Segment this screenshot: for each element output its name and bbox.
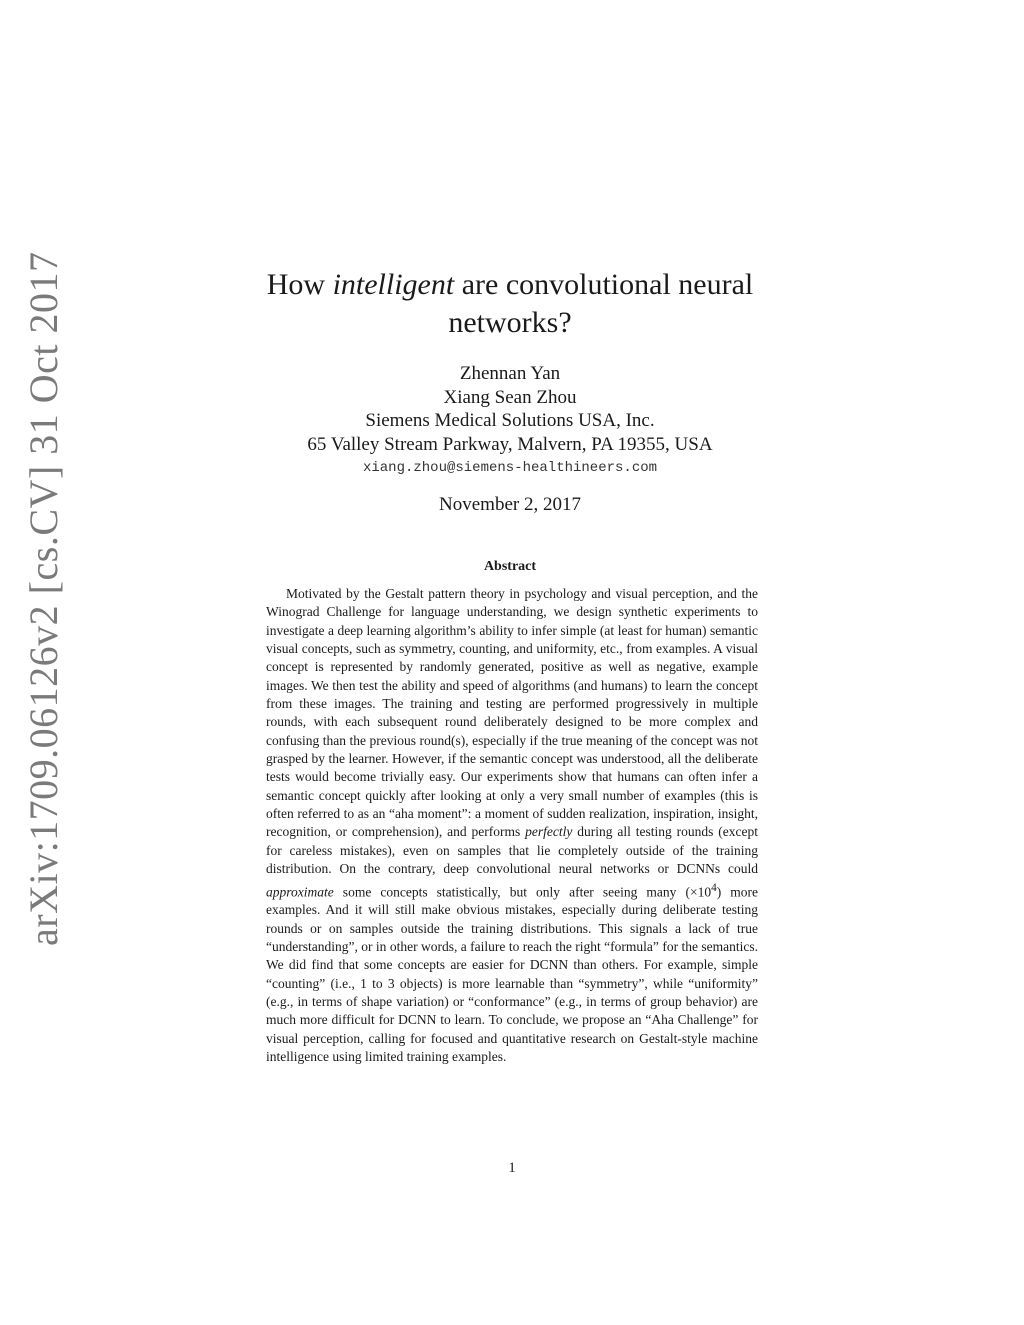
abstract-body [266,585,758,1066]
author-address: 65 Valley Stream Parkway, Malvern, PA 19355, USA [307,433,713,455]
title-emphasis: intelligent [332,268,455,301]
abstract-text: ) more examples. And it will still make obvious mistakes, especially during deliberate testing rounds or on samples outside the training distributions. This signals a lack of true “understanding”, or in other words, a failure to reach the right “formula” for the semantics. We did find that some concepts are easier for DCNN than others. For example, simple “counting” (i.e., 1 to 3 objects) is more learnable than “symmetry”, while “uniformity” (e.g., in terms of shape variation) or “conformance” (e.g., in terms of group behavior) are much more difficult for DCNN to learn. To conclude, we propose an “Aha Challenge” for visual perception, calling for focused and quantitative research on Gestalt-style machine intelligence using limited training examples. [266,884,759,1065]
abstract-text: some concepts statistically, but only after seeing many (×10 [333,884,712,899]
paper-title [250,266,770,342]
title-prefix: How [266,268,333,301]
paper-date: November 2, 2017 [439,494,581,515]
abstract-heading: Abstract [483,559,537,574]
author-block [250,362,770,480]
abstract-text: during all testing rounds (except for careless mistakes), even on samples that lie completely outside of the training distribution. On the contrary, deep convolutional neural networks or DCNNs could [266,824,758,877]
author-name: Xiang Sean Zhou [443,386,577,408]
author-name: Zhennan Yan [459,363,561,384]
author-email: xiang.zhou@siemens-healthineers.com [362,460,658,476]
author-affiliation: Siemens Medical Solutions USA, Inc. [365,410,655,431]
arxiv-identifier: arXiv:1709.06126v2 [cs.CV] 31 Oct 2017 [21,251,66,946]
page-number: 1 [508,1160,516,1176]
abstract-italic-approximate: approximate [266,884,334,899]
title-suffix: are convolutional neural networks? [448,268,754,339]
abstract-italic-perfectly: perfectly [525,824,573,840]
abstract-superscript: 4 [711,881,717,894]
abstract-text: Motivated by the Gestalt pattern theory in psychology and visual perception, and the Winograd Challenge for language understanding, we design synthetic experiments to investigate a deep learning algorithm’s ability to infer simple (at least for human) semantic visual concepts, such as symmetry, counting, and uniformity, etc., from examples. A visual concept is represented by randomly generated, positive as well as negative, example images. We then test the ability and speed of algorithms (and humans) to learn the concept from these images. The training and testing are performed progressively in multiple rounds, with each subsequent round deliberately designed to be more complex and confusing than the previous round(s), especially if the true meaning of the concept was not grasped by the learner. However, if the semantic concept was understood, all the deliberate tests would become trivially easy. Our experiments show that humans can often infer a semantic concept quickly after looking at only a very small number of examples (this is often referred to as an “aha moment”: a moment of sudden realization, inspiration, insight, recognition, or comprehension), and performs [266,586,758,840]
